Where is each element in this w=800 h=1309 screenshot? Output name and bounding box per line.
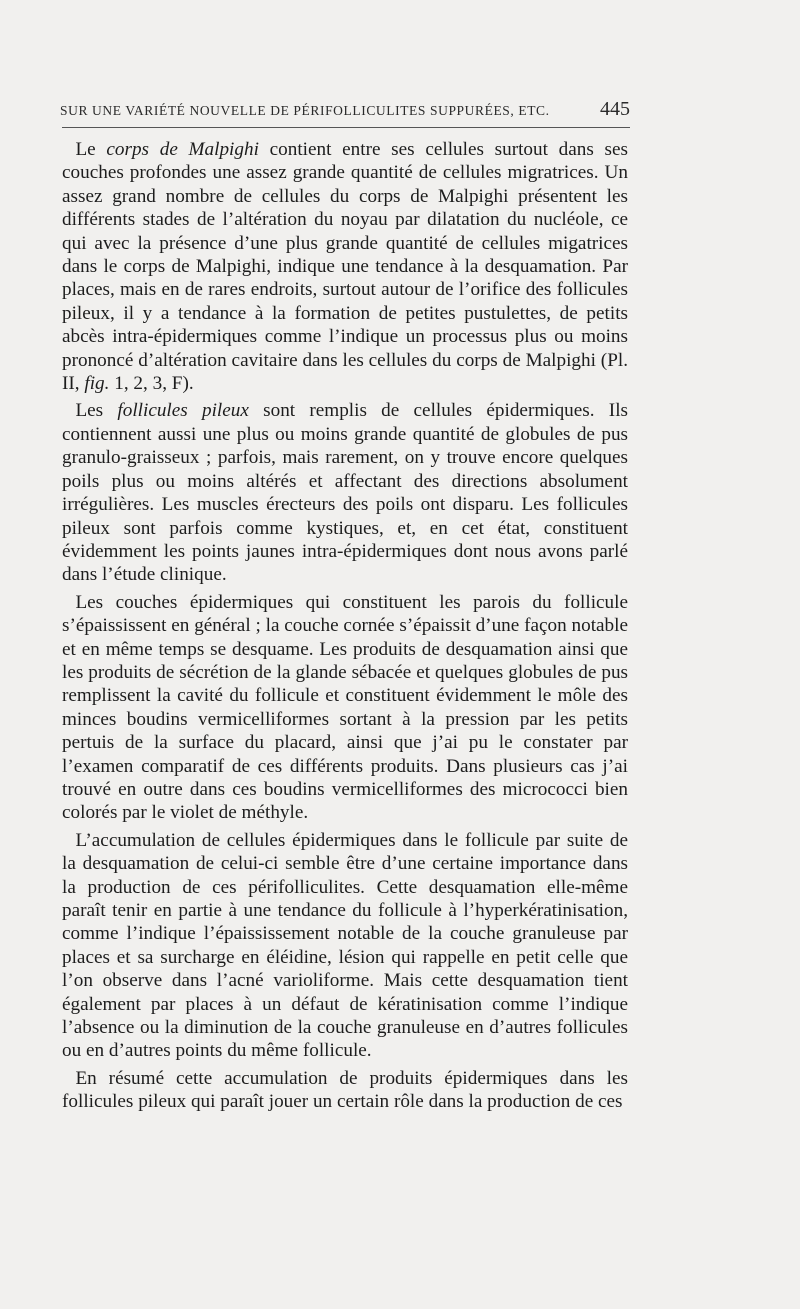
paragraph xyxy=(62,399,628,586)
paragraph xyxy=(62,829,628,1063)
page-body xyxy=(62,138,628,1118)
paragraph xyxy=(62,591,628,825)
paragraph-text: Les couches épidermiques qui constituent les parois du follicule s’épaississent en général ; la couche cornée s’épaissit d’une façon notable et en même temps se desquame. Les produits de desquamation ainsi que les produits de sécrétion de la glande sébacée et quelques globules de pus remplissent la cavité du follicule et constituent évidemment le môle des minces boudins vermicelliformes sortant à la pression par les petits pertuis de la surface du placard, ainsi que j’ai pu le constater par l’examen comparatif de ces différents produits. Dans plusieurs cas j’ai trouvé en outre dans ces boudins vermicelliformes des micrococci bien colorés par le violet de méthyle. xyxy=(62,591,628,824)
header-rule xyxy=(62,127,630,128)
paragraph xyxy=(62,1067,628,1114)
paragraph-tail: 1, 2, 3, F). xyxy=(109,373,194,395)
paragraph-lead-italic: corps de Malpighi xyxy=(106,139,259,160)
paragraph-lead: Le xyxy=(75,139,107,160)
paragraph-text: En résumé cette accumulation de produits épidermiques dans les follicules pileux qui paraît jouer un certain rôle dans la production de ces xyxy=(62,1067,628,1113)
paragraph xyxy=(62,138,628,395)
paragraph-tail-italic: fig. xyxy=(84,373,110,395)
paragraph-text: contient entre ses cellules surtout dans ses couches profondes une assez grande quantité de cellules migratrices. Un assez grand nombre de cellules du corps de Malpighi présentent les différents stades de l’altération du noyau par dilatation du nucléole, ce qui avec la présence d’une plus grande quantité de cellules migatrices dans le corps de Malpighi, indique une tendance à la desquamation. Par places, mais en de rares endroits, surtout autour de l’orifice des follicules pileux, il y a tendance à la formation de petites pustulettes, de petits abcès intra-épidermiques comme l’indique un processus plus ou moins prononcé d’altération cavitaire dans les cellules du corps de Malpighi (Pl. II, xyxy=(62,139,628,395)
paragraph-lead: Les xyxy=(75,400,118,422)
running-header xyxy=(60,98,630,121)
paragraph-lead-italic: follicules pileux xyxy=(117,400,249,422)
page-number: 445 xyxy=(600,98,630,120)
paragraph-text: sont remplis de cellules épidermiques. Ils contiennent aussi une plus ou moins grande quantité de globules de pus granulo-graisseux ; parfois, mais rarement, on y trouve encore quelques poils plus ou moins altérés et affectant des directions absolument irrégulières. Les muscles érecteurs des poils ont disparu. Les follicules pileux sont parfois comme kystiques, et, en cet état, constituent évidemment les points jaunes intra-épidermiques dont nous avons parlé dans l’étude clinique. xyxy=(62,400,628,586)
running-title: SUR UNE VARIÉTÉ NOUVELLE DE PÉRIFOLLICULITES SUPPURÉES, ETC. xyxy=(60,103,550,118)
paragraph-text: L’accumulation de cellules épidermiques dans le follicule par suite de la desquamation de celui-ci semble être d’une certaine importance dans la production de ces périfolliculites. Cette desquamation elle-même paraît tenir en partie à une tendance du follicule à l’hyperkératinisation, comme l’indique l’épaississement notable de la couche granuleuse par places et sa surcharge en éléidine, lésion qui rappelle en petit celle que l’on observe dans l’acné varioliforme. Mais cette desquamation tient également par places à un défaut de kératinisation comme l’indique l’absence ou la diminution de la couche granuleuse en d’autres follicules ou en d’autres points du même follicule. xyxy=(62,829,628,1062)
